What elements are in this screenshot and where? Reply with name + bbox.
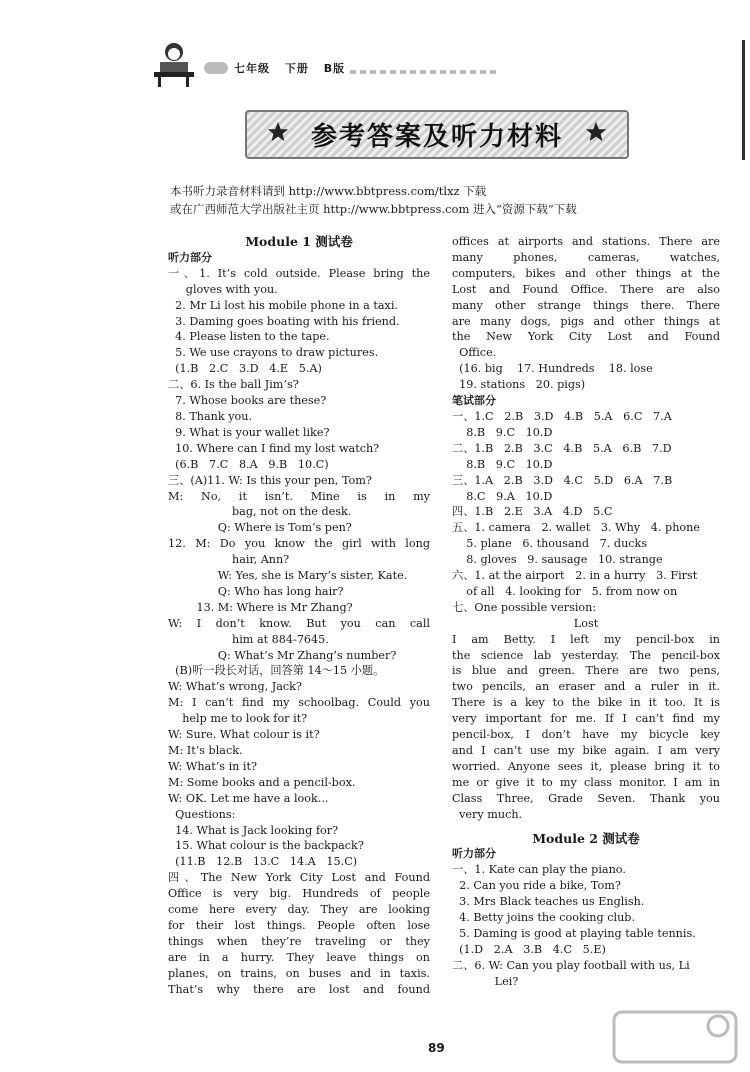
answer-line: 六、1. at the airport 2. in a hurry 3. First bbox=[452, 569, 698, 583]
star-icon bbox=[267, 121, 289, 143]
grade-label: 七年级 bbox=[234, 62, 270, 75]
section-banner bbox=[245, 110, 629, 159]
star-icon bbox=[585, 121, 607, 143]
answer-line: 5. plane 6. thousand 7. ducks bbox=[452, 537, 648, 551]
answer-column-left bbox=[168, 234, 430, 998]
answer-line: come here every day. They are looking bbox=[168, 903, 430, 917]
answer-line: 四、The New York City Lost and Found bbox=[168, 871, 430, 885]
answer-line: W: What’s in it? bbox=[168, 759, 257, 773]
answer-line: 四、1.B 2.E 3.A 4.D 5.C bbox=[452, 505, 613, 519]
answer-line: Q: What’s Mr Zhang’s number? bbox=[168, 648, 397, 662]
answer-line: (1.D 2.A 3.B 4.C 5.E) bbox=[452, 942, 606, 956]
section-heading: 听力部分 bbox=[452, 847, 496, 861]
answer-line: (1.B 2.C 3.D 4.E 5.A) bbox=[168, 362, 322, 376]
answer-line: offices at airports and stations. There are bbox=[452, 235, 720, 248]
answer-line: Office. bbox=[452, 346, 497, 360]
version-label: B版 bbox=[323, 62, 346, 75]
section-heading: 笔试部分 bbox=[452, 394, 496, 408]
answer-line: computers, bikes and other things at the bbox=[452, 266, 720, 280]
answer-line: 三、(A)11. W: Is this your pen, Tom? bbox=[168, 473, 372, 487]
answer-line: 15. What colour is the backpack? bbox=[168, 839, 364, 853]
answer-line bbox=[452, 823, 720, 831]
watermark-logo bbox=[608, 1006, 742, 1068]
answer-line: 三、1.A 2.B 3.D 4.C 5.D 6.A 7.B bbox=[452, 473, 673, 487]
answer-line: 二、1.B 2.B 3.C 4.B 5.A 6.B 7.D bbox=[452, 441, 672, 455]
answer-line: 2. Can you ride a bike, Tom? bbox=[452, 879, 621, 893]
answer-line: 一、1. Kate can play the piano. bbox=[452, 863, 626, 877]
answer-line: help me to look for it? bbox=[168, 712, 308, 726]
answer-line: 5. We use crayons to draw pictures. bbox=[168, 346, 379, 360]
answer-line: are many dogs, pigs and other things at bbox=[452, 314, 720, 328]
banner-title: 参考答案及听力材料 bbox=[310, 122, 563, 152]
answer-line: 五、1. camera 2. wallet 3. Why 4. phone bbox=[452, 521, 700, 535]
answer-line: M: Some books and a pencil-box. bbox=[168, 775, 356, 789]
answer-line: worried. Anyone sees it, please bring it to bbox=[452, 759, 720, 773]
module-title: Module 1 测试卷 bbox=[245, 234, 353, 249]
answer-line: the science lab yesterday. The pencil-box bbox=[452, 648, 720, 662]
answer-line: I am Betty. I left my pencil-box in bbox=[452, 632, 720, 646]
answer-line: 二、6. Is the ball Jim’s? bbox=[168, 378, 299, 392]
answer-line: 9. What is your wallet like? bbox=[168, 425, 330, 439]
answer-line: 一、1. It’s cold outside. Please bring the bbox=[168, 266, 430, 280]
answer-line: bag, not on the desk. bbox=[168, 505, 352, 519]
answer-line: 12. M: Do you know the girl with long bbox=[168, 537, 430, 551]
answer-line: for their lost things. People often lose bbox=[168, 918, 430, 932]
answer-line: 3. Daming goes boating with his friend. bbox=[168, 314, 400, 328]
answer-line: W: What’s wrong, Jack? bbox=[168, 680, 302, 694]
module-title: Module 2 测试卷 bbox=[532, 830, 640, 846]
answer-line: 二、6. W: Can you play football with us, Li bbox=[452, 958, 690, 972]
answer-line: two pencils, an eraser and a ruler in it. bbox=[452, 680, 720, 694]
answer-line: W: OK. Let me have a look... bbox=[168, 791, 329, 805]
answer-line: 7. Whose books are these? bbox=[168, 394, 327, 408]
answer-line: 8.B 9.C 10.D bbox=[452, 425, 553, 439]
download-note-line: 或在广西师范大学出版社主页 http://www.bbtpress.com 进入“资源下载”下载 bbox=[170, 202, 577, 216]
download-note-line: 本书听力录音材料请到 http://www.bbtpress.com/tlxz 下载 bbox=[170, 184, 487, 198]
page-header bbox=[150, 40, 590, 90]
answer-line: 4. Betty joins the cooking club. bbox=[452, 911, 635, 925]
answer-line: M: No, it isn’t. Mine is in my bbox=[168, 489, 430, 503]
answer-line: very important for me. If I can’t find my bbox=[452, 712, 720, 726]
answer-line: is blue and green. There are two pens, bbox=[452, 664, 720, 678]
header-decoration bbox=[204, 62, 228, 74]
answer-line: Office is very big. Hundreds of people bbox=[168, 887, 430, 901]
answer-line: W: Sure. What colour is it? bbox=[168, 728, 320, 742]
answer-line: 8.C 9.A 10.D bbox=[452, 489, 553, 503]
answer-line: planes, on trains, on buses and in taxis. bbox=[168, 966, 430, 980]
answer-line: him at 884-7645. bbox=[168, 632, 329, 646]
answer-line: Class Three, Grade Seven. Thank you bbox=[452, 791, 720, 805]
answer-line: 2. Mr Li lost his mobile phone in a taxi. bbox=[168, 298, 398, 312]
answer-line: (11.B 12.B 13.C 14.A 15.C) bbox=[168, 855, 358, 869]
answer-line: many other strange things there. There bbox=[452, 298, 720, 312]
answer-line: (16. big 17. Hundreds 18. lose bbox=[452, 362, 653, 376]
answer-line: very much. bbox=[452, 807, 523, 821]
answer-line: Q: Who has long hair? bbox=[168, 584, 344, 598]
term-label: 下册 bbox=[284, 62, 309, 75]
answer-line: That’s why there are lost and found bbox=[168, 982, 430, 996]
book-info bbox=[234, 60, 355, 76]
answer-line: W: I don’t know. But you can call bbox=[168, 616, 430, 630]
answer-line: gloves with you. bbox=[168, 282, 278, 296]
answer-line: things when they’re traveling or they bbox=[168, 934, 430, 948]
answer-column-right bbox=[452, 234, 720, 990]
answer-line: 13. M: Where is Mr Zhang? bbox=[168, 600, 353, 614]
answer-line: Lost bbox=[573, 616, 599, 630]
answer-line: There is a key to the bike in it too. It is bbox=[452, 696, 720, 710]
edge-bar bbox=[742, 40, 745, 160]
student-mascot-icon bbox=[150, 40, 196, 88]
answer-line: 8. Thank you. bbox=[168, 409, 253, 423]
answer-line: W: Yes, she is Mary’s sister, Kate. bbox=[168, 569, 408, 583]
answer-line: Lost and Found Office. There are also bbox=[452, 282, 720, 296]
download-note bbox=[170, 182, 577, 218]
answer-line: many phones, cameras, watches, bbox=[452, 250, 720, 264]
answer-line: 8. gloves 9. sausage 10. strange bbox=[452, 553, 663, 567]
answer-line: are in a hurry. They leave things on bbox=[168, 950, 430, 964]
answer-line: (6.B 7.C 8.A 9.B 10.C) bbox=[168, 457, 329, 471]
section-heading: 听力部分 bbox=[168, 250, 212, 264]
answer-line: 8.B 9.C 10.D bbox=[452, 457, 553, 471]
answer-line: hair, Ann? bbox=[168, 553, 290, 567]
answer-line: 10. Where can I find my lost watch? bbox=[168, 441, 380, 455]
answer-line: 一、1.C 2.B 3.D 4.B 5.A 6.C 7.A bbox=[452, 409, 672, 423]
answer-line: 14. What is Jack looking for? bbox=[168, 823, 339, 837]
answer-line: of all 4. looking for 5. from now on bbox=[452, 584, 678, 598]
answer-line: pencil-box, I don’t have my bicycle key bbox=[452, 728, 720, 742]
answer-line: Questions: bbox=[168, 807, 236, 821]
answer-line: Lei? bbox=[452, 974, 519, 988]
answer-line: 5. Daming is good at playing table tennis. bbox=[452, 926, 696, 940]
answer-line: (B)听一段长对话，回答第 14～15 小题。 bbox=[168, 664, 385, 678]
page-number: 89 bbox=[428, 1041, 445, 1055]
answer-line: 4. Please listen to the tape. bbox=[168, 330, 330, 344]
answer-line: me or give it to my class monitor. I am in bbox=[452, 775, 720, 789]
answer-line: and I can’t use my bike again. I am very bbox=[452, 744, 720, 757]
answer-line: M: I can’t find my schoolbag. Could you bbox=[168, 696, 430, 710]
answer-line: 19. stations 20. pigs) bbox=[452, 378, 586, 392]
answer-line: the New York City Lost and Found bbox=[452, 330, 720, 344]
header-rule bbox=[350, 70, 500, 74]
answer-line: Q: Where is Tom’s pen? bbox=[168, 521, 352, 535]
answer-line: M: It’s black. bbox=[168, 744, 243, 757]
answer-line: 七、One possible version: bbox=[452, 600, 597, 614]
answer-line: 3. Mrs Black teaches us English. bbox=[452, 895, 645, 909]
